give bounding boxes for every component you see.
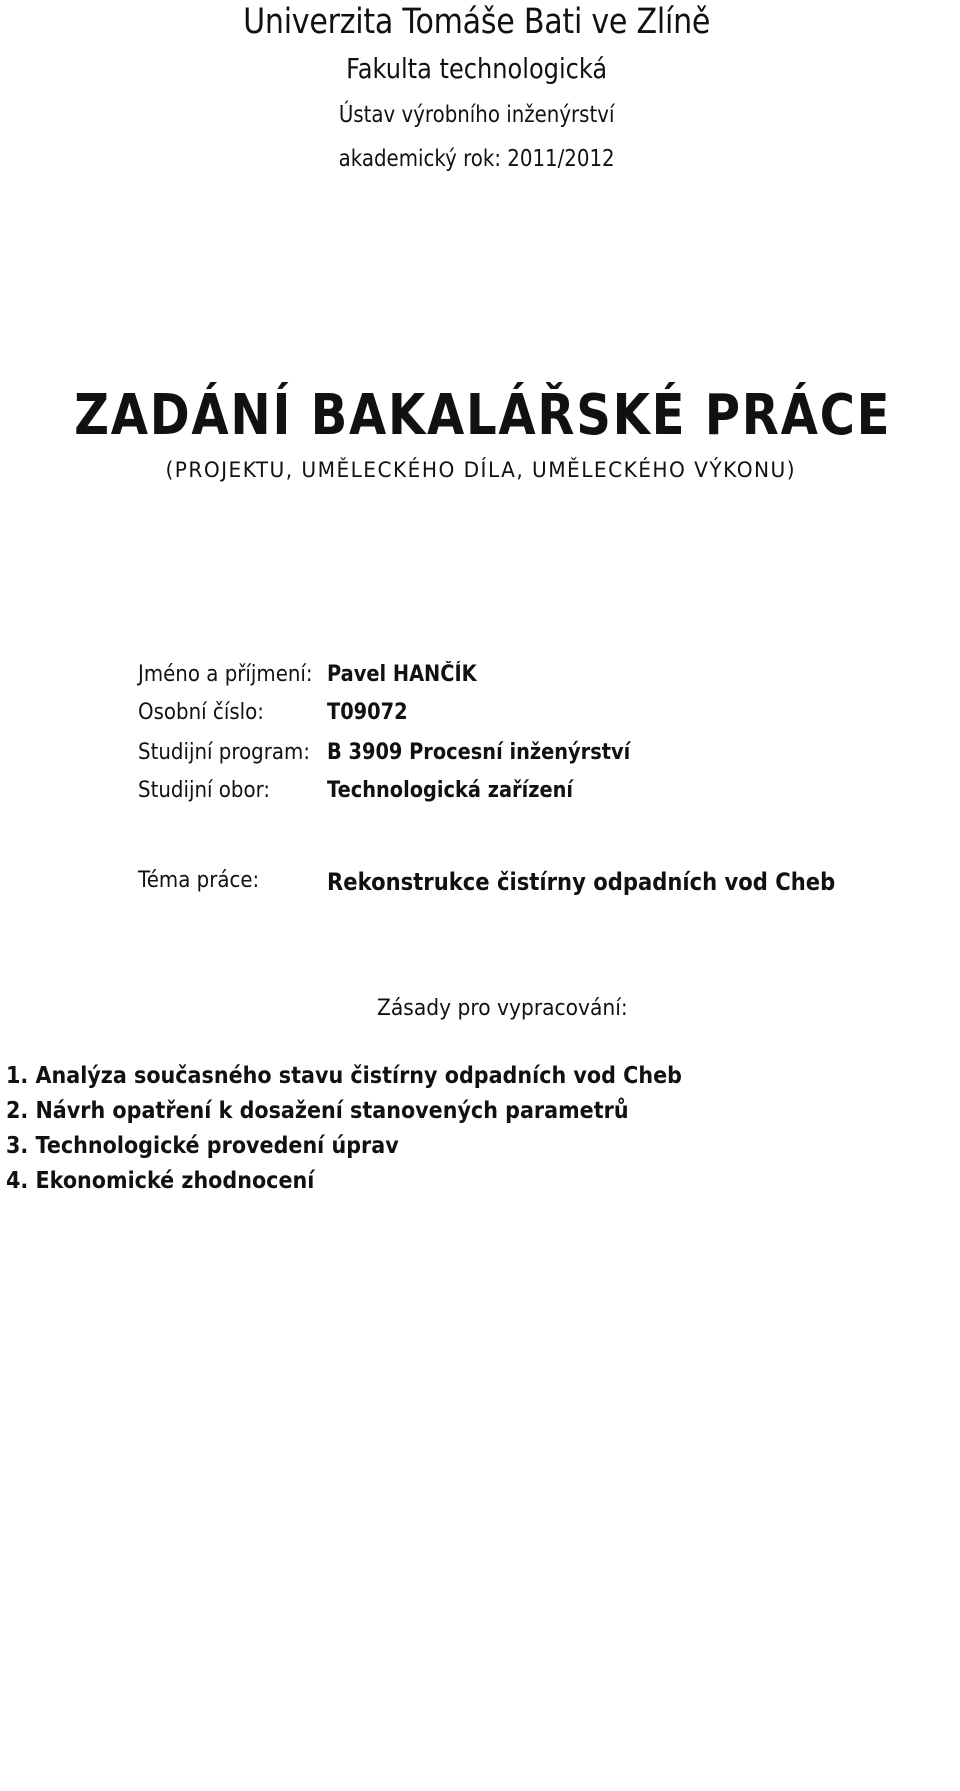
info-label: Osobní číslo: [138,700,264,725]
info-value: B 3909 Procesní inženýrství [327,740,631,765]
info-value: T09072 [327,700,408,725]
institute-name: Ústav výrobního inženýrství [338,102,615,128]
topic-label: Téma práce: [138,868,260,893]
info-label: Studijní program: [138,740,310,765]
principles-heading: Zásady pro vypracování: [377,996,628,1021]
university-name: Univerzita Tomáše Bati ve Zlíně [243,2,711,42]
info-row-study-field [0,778,960,810]
academic-year: akademický rok: 2011/2012 [338,146,615,172]
document-title: ZADÁNÍ BAKALÁŘSKÉ PRÁCE [74,383,892,448]
list-item: 3. Technologické provedení úprav [6,1133,399,1159]
list-item: 2. Návrh opatření k dosažení stanovených parametrů [6,1098,629,1124]
topic-value: Rekonstrukce čistírny odpadních vod Cheb [327,868,836,896]
info-row-name [0,662,960,694]
info-row-topic [0,868,960,900]
info-row-study-program [0,740,960,772]
info-value: Pavel HANČÍK [327,662,477,687]
info-row-personal-number [0,700,960,732]
list-item: 4. Ekonomické zhodnocení [6,1168,315,1194]
document-subtitle: (PROJEKTU, UMĚLECKÉHO DÍLA, UMĚLECKÉHO VÝKONU) [165,458,797,482]
principles-list [6,1059,757,1199]
faculty-name: Fakulta technologická [346,52,608,85]
list-item: 1. Analýza současného stavu čistírny odpadních vod Cheb [6,1063,682,1089]
info-value: Technologická zařízení [327,778,574,803]
info-label: Studijní obor: [138,778,271,803]
info-label: Jméno a příjmení: [138,662,313,687]
